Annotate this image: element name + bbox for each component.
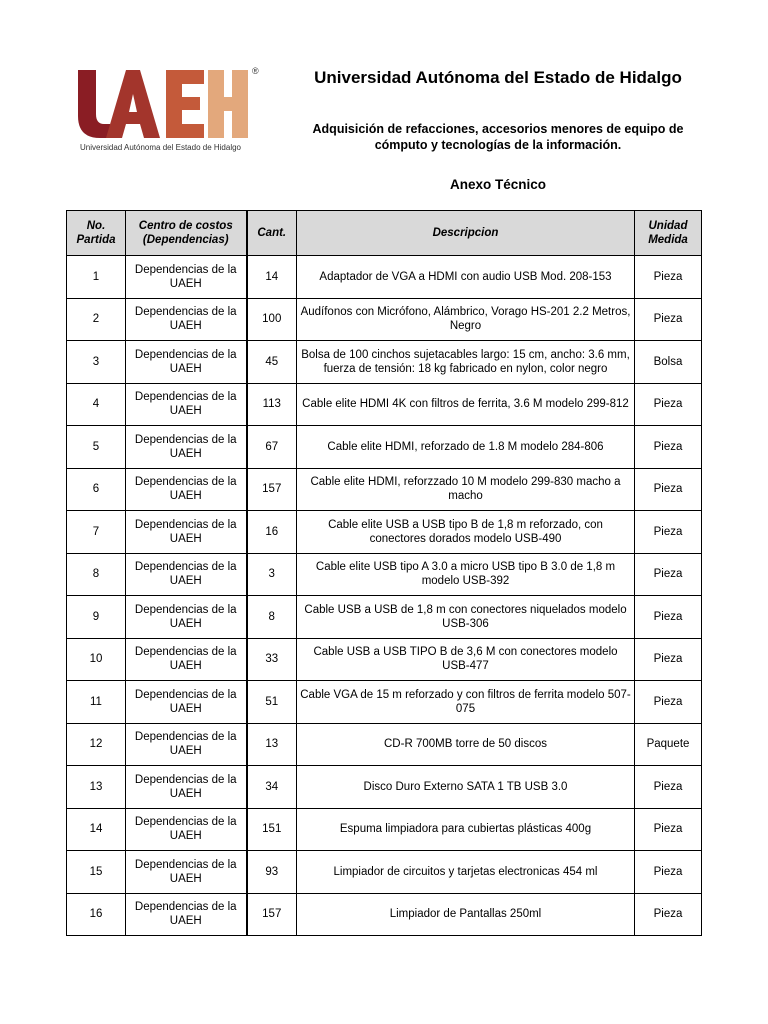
cell-unidad-medida: Pieza — [635, 468, 702, 511]
cell-unidad-medida: Pieza — [635, 256, 702, 299]
items-table — [66, 210, 702, 936]
cell-cantidad: 16 — [247, 511, 297, 554]
cell-unidad-medida: Pieza — [635, 808, 702, 851]
cell-unidad-medida: Pieza — [635, 511, 702, 554]
table-row — [67, 808, 702, 851]
table-row — [67, 851, 702, 894]
cell-centro-costos: Dependencias de la UAEH — [126, 766, 247, 809]
cell-unidad-medida: Pieza — [635, 553, 702, 596]
uaeh-logo — [74, 64, 274, 156]
cell-descripcion: Cable USB a USB TIPO B de 3,6 M con conectores modelo USB-477 — [297, 638, 635, 681]
cell-unidad-medida: Pieza — [635, 851, 702, 894]
table-row — [67, 256, 702, 299]
table-row — [67, 553, 702, 596]
cell-centro-costos: Dependencias de la UAEH — [126, 851, 247, 894]
cell-partida: 2 — [67, 298, 126, 341]
cell-partida: 9 — [67, 596, 126, 639]
cell-cantidad: 113 — [247, 383, 297, 426]
logo-caption: Universidad Autónoma del Estado de Hidalgo — [80, 143, 241, 152]
header-partida: No. Partida — [67, 211, 126, 256]
cell-centro-costos: Dependencias de la UAEH — [126, 893, 247, 936]
cell-cantidad: 157 — [247, 893, 297, 936]
table-row — [67, 681, 702, 724]
cell-partida: 12 — [67, 723, 126, 766]
cell-unidad-medida: Pieza — [635, 383, 702, 426]
header-unidad-medida: Unidad Medida — [635, 211, 702, 256]
table-row — [67, 298, 702, 341]
cell-cantidad: 100 — [247, 298, 297, 341]
cell-centro-costos: Dependencias de la UAEH — [126, 256, 247, 299]
cell-descripcion: Adaptador de VGA a HDMI con audio USB Mod. 208-153 — [297, 256, 635, 299]
cell-descripcion: Disco Duro Externo SATA 1 TB USB 3.0 — [297, 766, 635, 809]
cell-partida: 5 — [67, 426, 126, 469]
cell-cantidad: 67 — [247, 426, 297, 469]
table-row — [67, 596, 702, 639]
cell-partida: 16 — [67, 893, 126, 936]
cell-descripcion: Cable elite HDMI, reforzado de 1.8 M modelo 284-806 — [297, 426, 635, 469]
annex-heading: Anexo Técnico — [449, 177, 547, 192]
table-row — [67, 638, 702, 681]
cell-centro-costos: Dependencias de la UAEH — [126, 723, 247, 766]
cell-cantidad: 34 — [247, 766, 297, 809]
cell-centro-costos: Dependencias de la UAEH — [126, 553, 247, 596]
cell-unidad-medida: Pieza — [635, 638, 702, 681]
cell-partida: 8 — [67, 553, 126, 596]
cell-centro-costos: Dependencias de la UAEH — [126, 341, 247, 384]
cell-unidad-medida: Pieza — [635, 681, 702, 724]
cell-partida: 6 — [67, 468, 126, 511]
cell-unidad-medida: Pieza — [635, 298, 702, 341]
cell-unidad-medida: Pieza — [635, 426, 702, 469]
cell-centro-costos: Dependencias de la UAEH — [126, 681, 247, 724]
cell-partida: 10 — [67, 638, 126, 681]
cell-descripcion: Bolsa de 100 cinchos sujetacables largo: 15 cm, ancho: 3.6 mm, fuerza de tensión: 18 kg fabricado en nylon, color negro — [297, 341, 635, 384]
cell-descripcion: Cable VGA de 15 m reforzado y con filtros de ferrita modelo 507-075 — [297, 681, 635, 724]
cell-cantidad: 151 — [247, 808, 297, 851]
header-centro-costos: Centro de costos (Dependencias) — [126, 211, 247, 256]
table-row — [67, 511, 702, 554]
cell-partida: 15 — [67, 851, 126, 894]
table-row — [67, 723, 702, 766]
cell-partida: 13 — [67, 766, 126, 809]
table-header-row — [67, 211, 702, 256]
cell-descripcion: Cable elite USB a USB tipo B de 1,8 m reforzado, con conectores dorados modelo USB-490 — [297, 511, 635, 554]
cell-centro-costos: Dependencias de la UAEH — [126, 298, 247, 341]
cell-cantidad: 93 — [247, 851, 297, 894]
cell-centro-costos: Dependencias de la UAEH — [126, 426, 247, 469]
cell-cantidad: 45 — [247, 341, 297, 384]
cell-descripcion: Cable elite HDMI, reforzzado 10 M modelo 299-830 macho a macho — [297, 468, 635, 511]
table-row — [67, 341, 702, 384]
cell-cantidad: 8 — [247, 596, 297, 639]
document-title: Universidad Autónoma del Estado de Hidalgo — [314, 68, 682, 87]
cell-centro-costos: Dependencias de la UAEH — [126, 808, 247, 851]
table-row — [67, 893, 702, 936]
cell-cantidad: 33 — [247, 638, 297, 681]
cell-descripcion: Cable USB a USB de 1,8 m con conectores niquelados modelo USB-306 — [297, 596, 635, 639]
document-subtitle: Adquisición de refacciones, accesorios menores de equipo de cómputo y tecnologías de la información. — [312, 122, 684, 152]
cell-centro-costos: Dependencias de la UAEH — [126, 638, 247, 681]
cell-descripcion: Limpiador de Pantallas 250ml — [297, 893, 635, 936]
cell-unidad-medida: Bolsa — [635, 341, 702, 384]
cell-partida: 3 — [67, 341, 126, 384]
cell-partida: 14 — [67, 808, 126, 851]
table-row — [67, 766, 702, 809]
cell-cantidad: 3 — [247, 553, 297, 596]
cell-descripcion: CD-R 700MB torre de 50 discos — [297, 723, 635, 766]
cell-descripcion: Espuma limpiadora para cubiertas plásticas 400g — [297, 808, 635, 851]
cell-cantidad: 157 — [247, 468, 297, 511]
cell-partida: 1 — [67, 256, 126, 299]
cell-descripcion: Limpiador de circuitos y tarjetas electronicas 454 ml — [297, 851, 635, 894]
logo-wordmark — [74, 64, 254, 140]
cell-cantidad: 13 — [247, 723, 297, 766]
cell-descripcion: Cable elite USB tipo A 3.0 a micro USB tipo B 3.0 de 1,8 m modelo USB-392 — [297, 553, 635, 596]
cell-centro-costos: Dependencias de la UAEH — [126, 468, 247, 511]
cell-centro-costos: Dependencias de la UAEH — [126, 596, 247, 639]
header-descripcion: Descripcion — [297, 211, 635, 256]
cell-unidad-medida: Pieza — [635, 766, 702, 809]
cell-centro-costos: Dependencias de la UAEH — [126, 383, 247, 426]
table-row — [67, 383, 702, 426]
cell-unidad-medida: Pieza — [635, 596, 702, 639]
cell-partida: 11 — [67, 681, 126, 724]
header-cantidad: Cant. — [247, 211, 297, 256]
cell-cantidad: 51 — [247, 681, 297, 724]
cell-unidad-medida: Pieza — [635, 893, 702, 936]
cell-unidad-medida: Paquete — [635, 723, 702, 766]
cell-descripcion: Cable elite HDMI 4K con filtros de ferrita, 3.6 M modelo 299-812 — [297, 383, 635, 426]
cell-partida: 7 — [67, 511, 126, 554]
table-row — [67, 426, 702, 469]
cell-descripcion: Audífonos con Micrófono, Alámbrico, Vorago HS-201 2.2 Metros, Negro — [297, 298, 635, 341]
table-row — [67, 468, 702, 511]
cell-cantidad: 14 — [247, 256, 297, 299]
registered-mark: ® — [252, 66, 259, 76]
cell-partida: 4 — [67, 383, 126, 426]
cell-centro-costos: Dependencias de la UAEH — [126, 511, 247, 554]
